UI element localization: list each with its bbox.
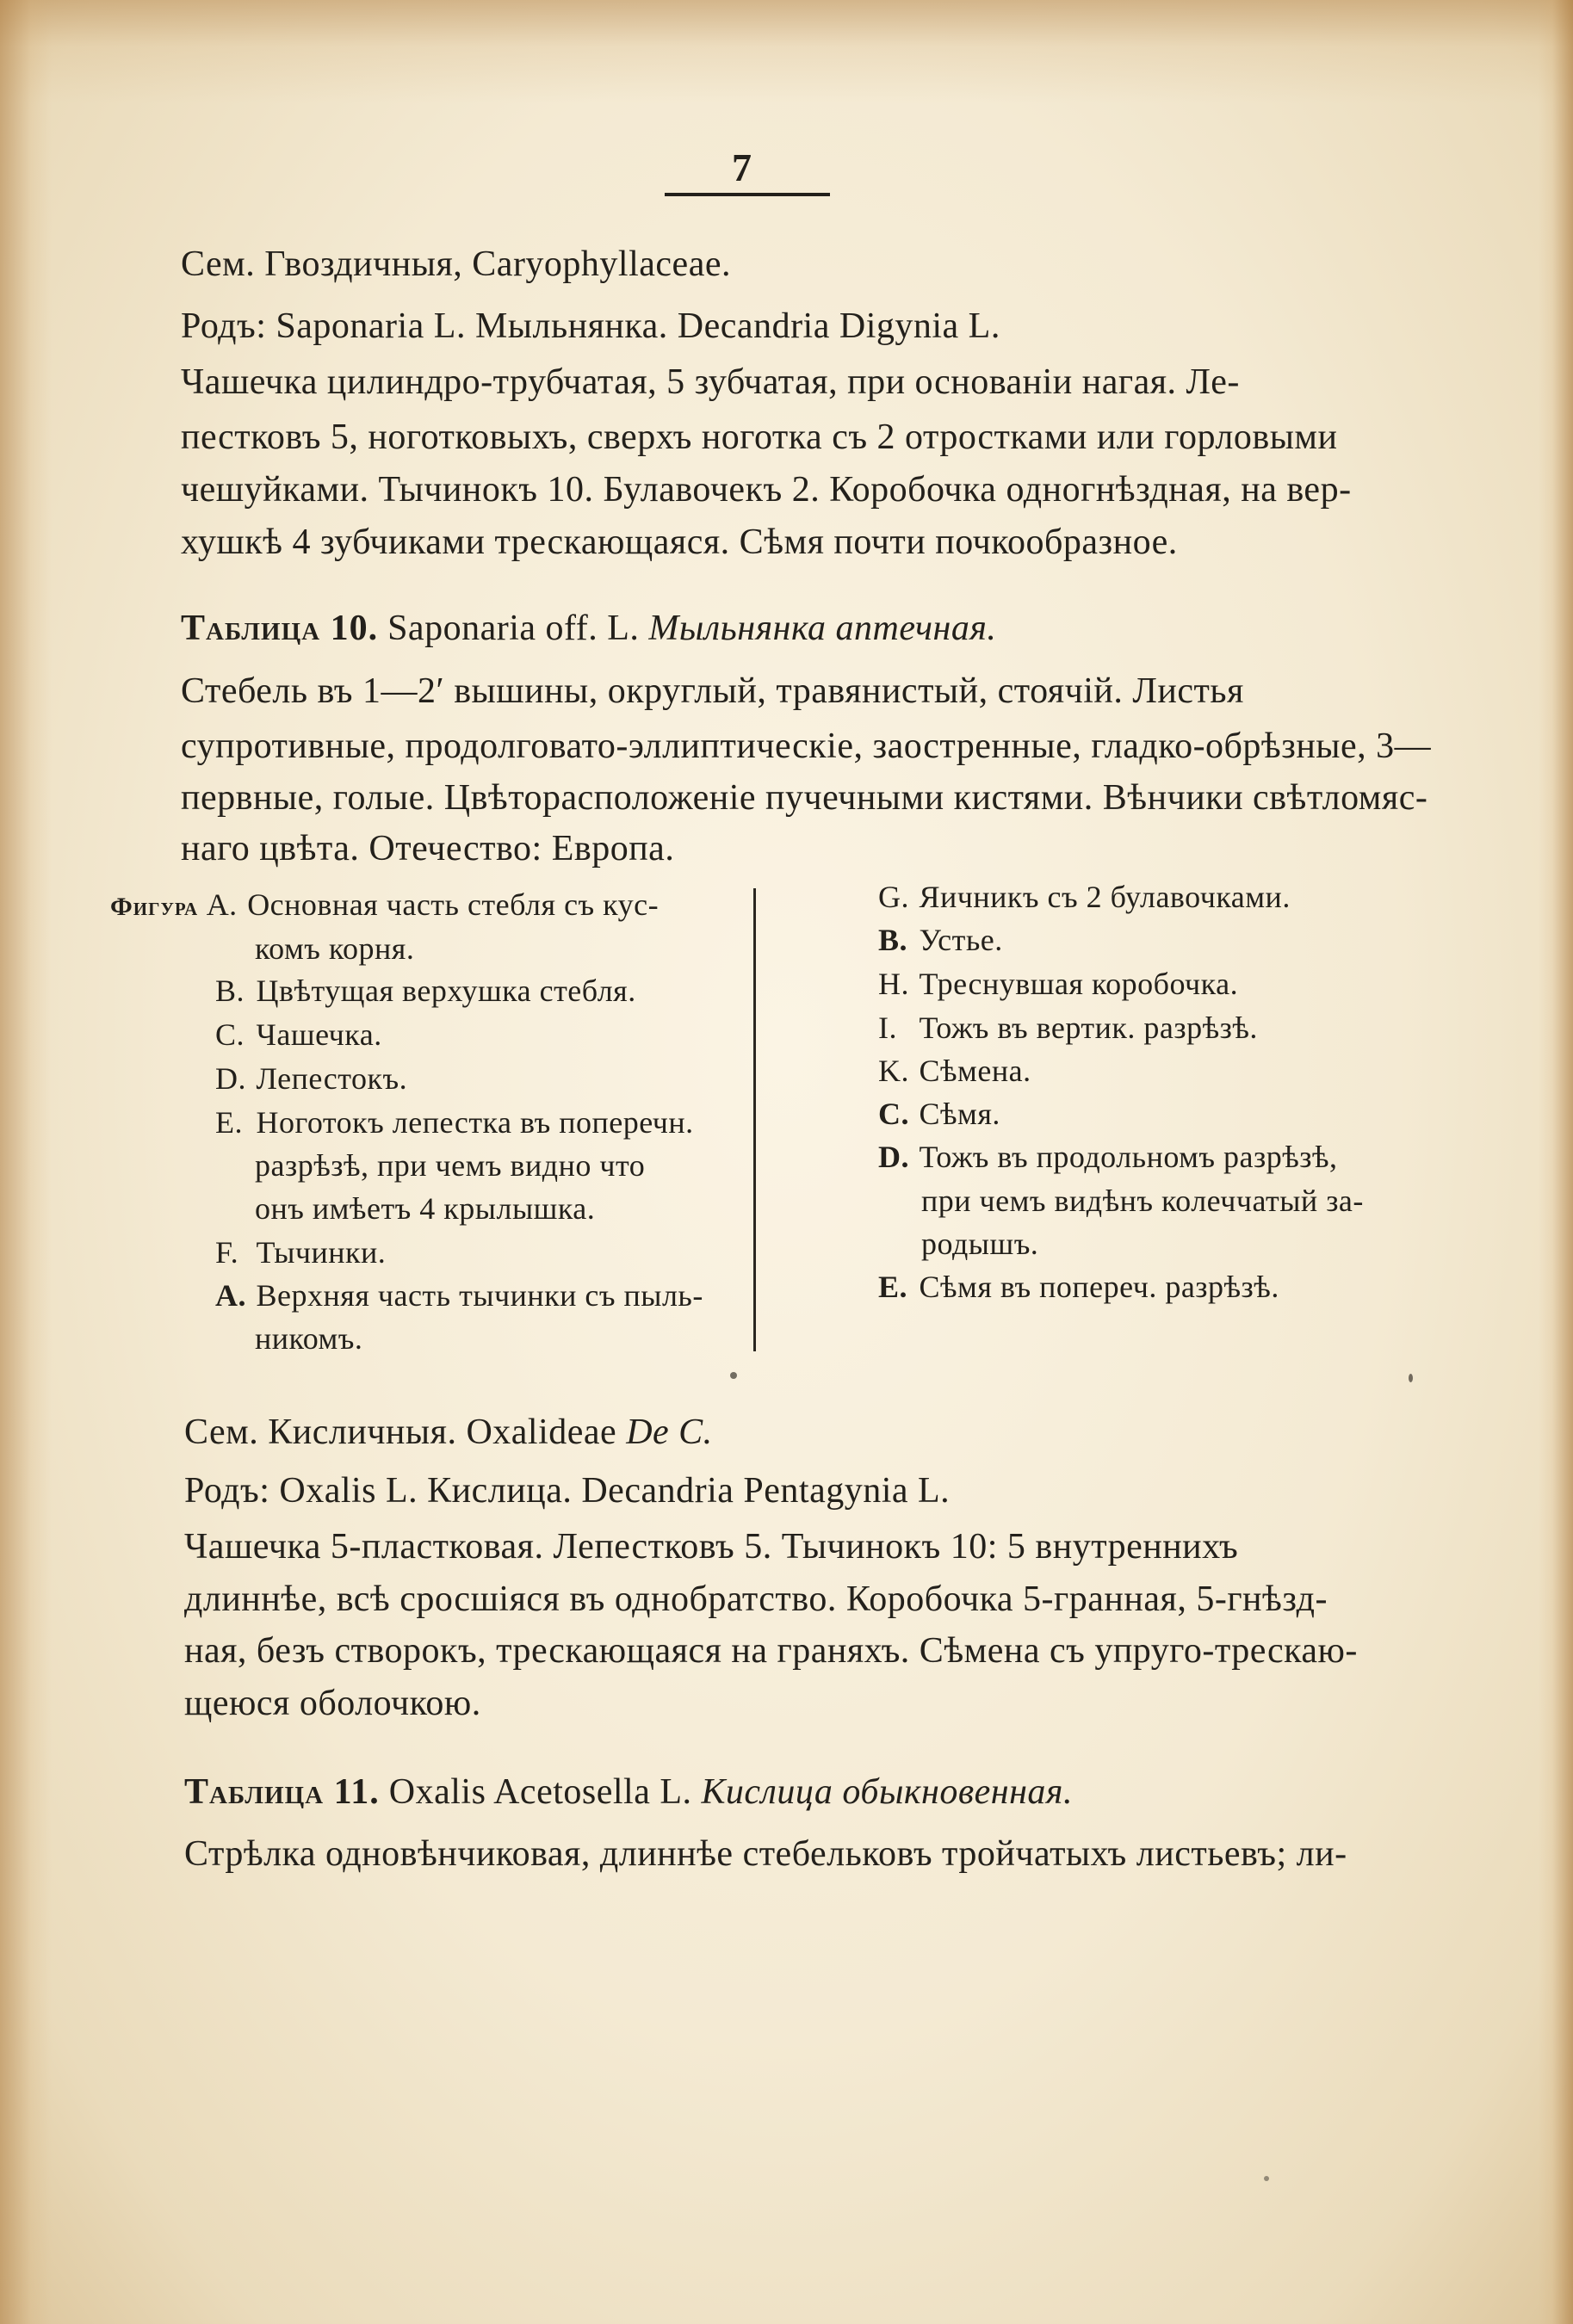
page-number-rule — [665, 193, 830, 196]
figure-text: Тожъ въ вертик. разрѣзѣ. — [919, 1011, 1258, 1045]
figure-letter: C. — [878, 1097, 909, 1131]
figure-caption — [878, 1010, 1258, 1046]
figure-caption — [215, 1017, 382, 1053]
description-line: Чашечка 5-пластковая. Лепестковъ 5. Тычинокъ 10: 5 внутреннихъ — [184, 1527, 1239, 1567]
figure-letter: A. — [215, 1278, 246, 1313]
description-line: пестковъ 5, ноготковыхъ, сверхъ ноготка съ 2 отростками или горловыми — [181, 417, 1338, 457]
genus-line: Родъ: Oxalis L. Кислица. Decandria Pentagynia L. — [184, 1471, 951, 1511]
species-latin-name: Saponaria off. L. — [387, 609, 640, 648]
description-line: Стрѣлка одновѣнчиковая, длиннѣе стебельковъ тройчатыхъ листьевъ; ли- — [184, 1834, 1347, 1874]
page-edge-stain-top — [0, 0, 1573, 103]
figure-caption-continued: родышъ. — [921, 1227, 1039, 1261]
description-line: щеюся оболочкою. — [184, 1684, 481, 1723]
figure-letter: I. — [878, 1011, 897, 1045]
figure-letter: D. — [878, 1140, 909, 1174]
species-latin-name: Oxalis Acetosella L. — [388, 1772, 692, 1812]
description-line: супротивные, продолговато-эллиптическіе, заостренные, гладко-обрѣзные, 3— — [181, 726, 1432, 766]
figure-caption-continued: онъ имѣетъ 4 крылышка. — [255, 1191, 596, 1226]
figure-text: Ноготокъ лепестка въ поперечн. — [256, 1105, 694, 1140]
species-russian-name: Мыльнянка аптечная. — [648, 609, 997, 648]
page-edge-stain-left — [0, 0, 52, 2324]
table-heading — [184, 1771, 1073, 1813]
ink-speck — [1409, 1374, 1413, 1382]
figure-caption — [215, 1234, 386, 1270]
page-edge-stain-right — [1539, 0, 1573, 2324]
description-line: наго цвѣта. Отечество: Европа. — [181, 829, 675, 868]
family-heading-main: Сем. Кисличныя. Oxalideae — [184, 1412, 617, 1452]
figure-text: Сѣмя въ попереч. разрѣзѣ. — [919, 1270, 1279, 1304]
figure-prefix: Фигура — [110, 893, 199, 921]
table-number: Таблица 11. — [184, 1772, 380, 1812]
description-line: длиннѣе, всѣ сросшіяся въ однобратство. Коробочка 5-гранная, 5-гнѣзд- — [184, 1579, 1328, 1619]
figure-letter: H. — [878, 967, 909, 1001]
figure-caption-continued: при чемъ видѣнъ колеччатый за- — [921, 1184, 1364, 1218]
figure-caption-continued: комъ корня. — [255, 931, 415, 966]
figure-caption — [878, 922, 1003, 958]
description-line: чешуйками. Тычинокъ 10. Булавочекъ 2. Коробочка одногнѣздная, на вер- — [181, 470, 1352, 510]
figure-text: Основная часть стебля съ кус- — [247, 887, 660, 922]
figure-caption — [110, 887, 659, 923]
figure-caption — [878, 1269, 1279, 1305]
description-line: Стебель въ 1—2′ вышины, округлый, травянистый, стоячій. Листья — [181, 671, 1244, 711]
ink-speck — [1264, 2176, 1269, 2181]
figure-text: Чашечка. — [256, 1017, 382, 1052]
figure-column-divider — [753, 888, 756, 1351]
description-line: хушкѣ 4 зубчиками трескающаяся. Сѣмя почти почкообразное. — [181, 522, 1178, 562]
figure-caption-continued: разрѣзѣ, при чемъ видно что — [255, 1148, 646, 1183]
figure-text: Тожъ въ продольномъ разрѣзѣ, — [919, 1140, 1338, 1174]
figure-caption — [215, 973, 636, 1009]
figure-caption — [878, 879, 1291, 915]
figure-text: Тычинки. — [256, 1235, 387, 1270]
figure-letter: F. — [215, 1235, 239, 1270]
description-line: ная, безъ створокъ, трескающаяся на граняхъ. Сѣмена съ упруго-трескаю- — [184, 1631, 1358, 1671]
figure-caption — [215, 1277, 703, 1313]
figure-caption — [215, 1060, 407, 1097]
table-number: Таблица 10. — [181, 609, 379, 648]
genus-line: Родъ: Saponaria L. Мыльнянка. Decandria Digynia L. — [181, 306, 1000, 346]
figure-letter: E. — [878, 1270, 908, 1304]
family-heading-author: De C. — [626, 1412, 713, 1452]
figure-letter: C. — [215, 1017, 245, 1052]
figure-letter: B. — [878, 923, 908, 957]
family-heading: Сем. Гвоздичныя, Caryophyllaceae. — [181, 244, 731, 284]
figure-text: Сѣмя. — [919, 1097, 1000, 1131]
figure-text: Сѣмена. — [919, 1054, 1031, 1088]
figure-letter: E. — [215, 1105, 243, 1140]
species-russian-name: Кислица обыкновенная. — [701, 1772, 1073, 1812]
family-heading — [184, 1412, 713, 1453]
figure-text: Яичникъ съ 2 булавочками. — [919, 880, 1291, 914]
figure-letter: D. — [215, 1061, 246, 1096]
figure-text: Цвѣтущая верхушка стебля. — [256, 973, 636, 1008]
ink-speck — [730, 1372, 737, 1379]
description-line: Чашечка цилиндро-трубчатая, 5 зубчатая, при основаніи нагая. Ле- — [181, 362, 1240, 402]
figure-text: Верхняя часть тычинки съ пыль- — [256, 1278, 703, 1313]
description-line: первные, голые. Цвѣторасположеніе пучечными кистями. Вѣнчики свѣтломяс- — [181, 778, 1428, 818]
figure-text: Лепестокъ. — [256, 1061, 408, 1096]
figure-caption-continued: никомъ. — [255, 1321, 363, 1356]
figure-letter: B. — [215, 973, 245, 1008]
figure-text: Устье. — [919, 923, 1003, 957]
figure-letter: G. — [878, 880, 909, 914]
page-number: 7 — [732, 145, 752, 189]
figure-caption — [878, 1053, 1031, 1089]
figure-text: Треснувшая коробочка. — [919, 967, 1239, 1001]
figure-caption — [878, 1096, 1000, 1132]
table-heading — [181, 608, 996, 649]
figure-letter: K. — [878, 1054, 909, 1088]
figure-letter: A. — [206, 887, 238, 922]
figure-caption — [878, 966, 1238, 1002]
figure-caption — [215, 1104, 694, 1140]
figure-caption — [878, 1139, 1338, 1175]
